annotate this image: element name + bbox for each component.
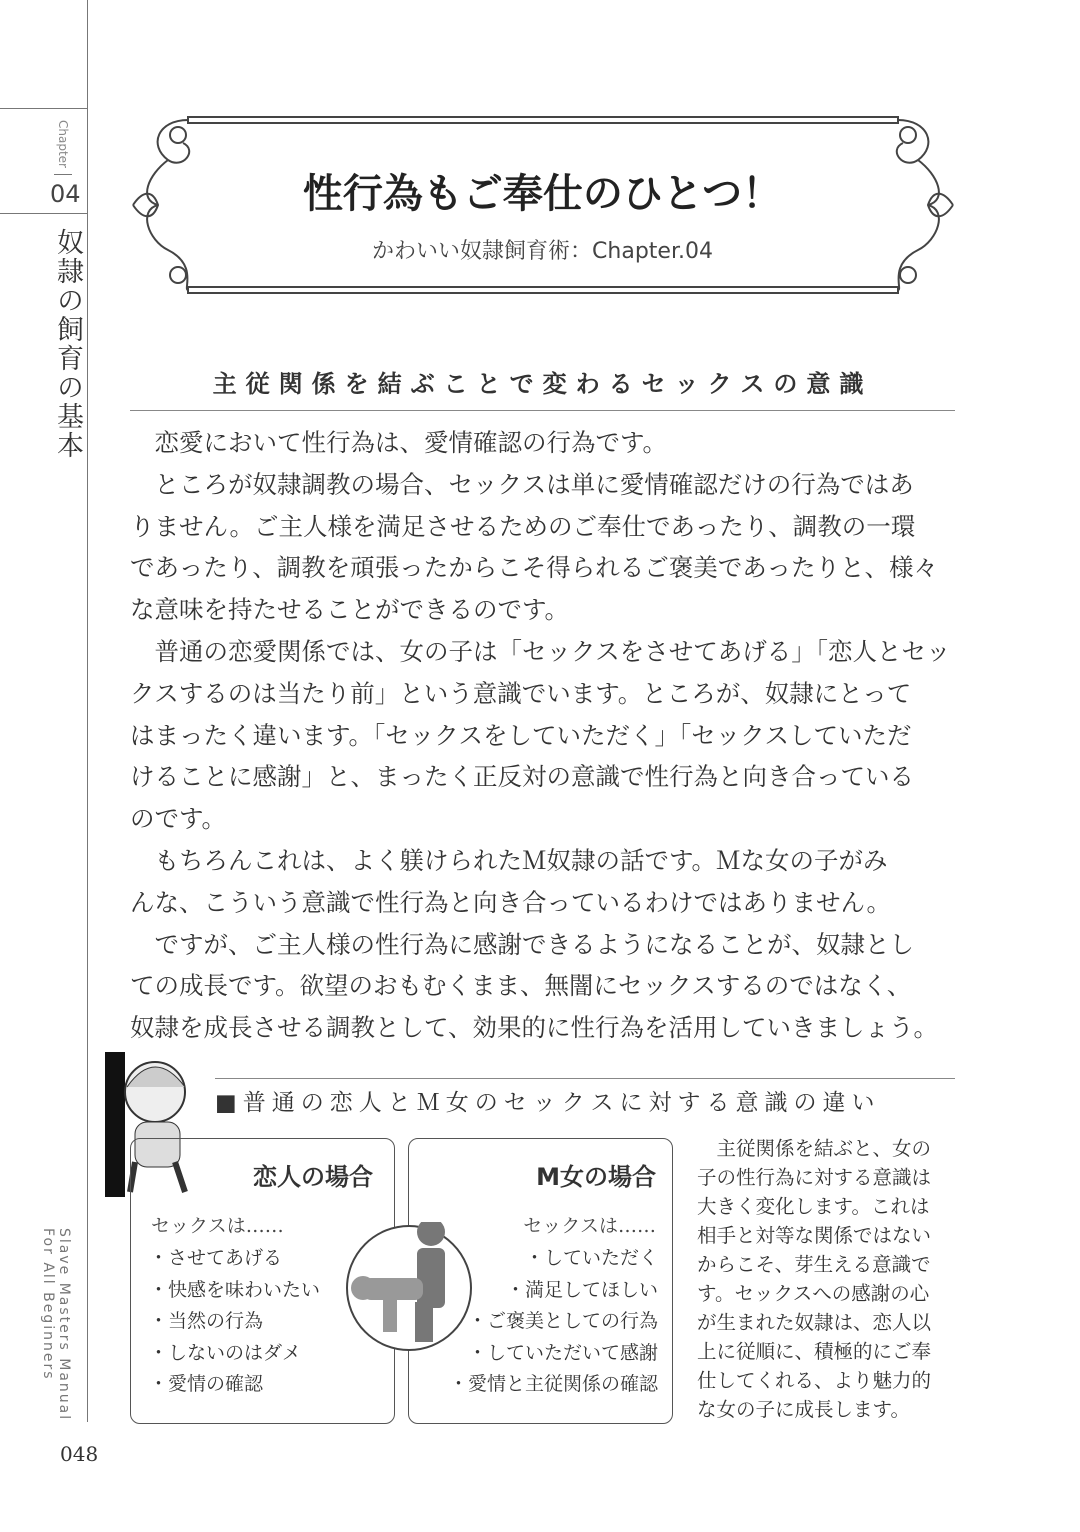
comparison-heading: ■普通の恋人とＭ女のセックスに対する意識の違い: [215, 1090, 881, 1116]
comparison-note: [697, 1134, 959, 1424]
body-line: もちろんこれは、よく躾けられたＭ奴隷の話です。Ｍな女の子がみ: [130, 845, 888, 875]
body-line: けることに感謝」と、まったく正反対の意識で性行為と向き合っている: [130, 762, 914, 792]
mwoman-box-lead: セックスは……: [523, 1215, 656, 1237]
list-item: ・愛情と主従関係の確認: [448, 1373, 658, 1395]
section-heading: 主従関係を結ぶことで変わるセックスの意識: [212, 370, 873, 398]
chapter-label: Chapter: [56, 120, 70, 168]
series-title: [40, 1228, 72, 1421]
divider: [215, 1078, 955, 1079]
lover-box-title: 恋人の場合: [253, 1163, 373, 1191]
note-line: が生まれた奴隷は、恋人以: [697, 1311, 932, 1334]
body-line: ですが、ご主人様の性行為に感謝できるようになることが、奴隷とし: [130, 929, 914, 959]
body-line: 恋愛において性行為は、愛情確認の行為です。: [130, 428, 668, 457]
note-line: 子の性行為に対する意識は: [697, 1166, 932, 1189]
lover-box-lead: セックスは……: [151, 1215, 284, 1237]
body-line: な意味を持たせることができるのです。: [130, 595, 570, 625]
figure-icon: [343, 1222, 475, 1354]
list-item: ・しないのはダメ: [149, 1341, 302, 1364]
chapter-title: 奴隷の飼育の基本: [52, 228, 83, 460]
body-line: のです。: [130, 804, 227, 834]
body-line: ところが奴隷調教の場合、セックスは単に愛情確認だけの行為ではあ: [130, 469, 914, 499]
mwoman-box-title: M女の場合: [536, 1163, 656, 1191]
note-line: 相手と対等な関係ではない: [697, 1224, 932, 1247]
list-item: ・していただいて感謝: [467, 1341, 658, 1364]
divider: [130, 410, 955, 411]
body-line: りません。ご主人様を満足させるためのご奉仕であったり、調教の一環: [130, 511, 916, 541]
note-line: 大きく変化します。これは: [697, 1195, 930, 1218]
list-item: ・していただく: [524, 1247, 658, 1269]
body-line: 普通の恋愛関係では、女の子は「セックスをさせてあげる」「恋人とセッ: [130, 636, 951, 666]
lover-list: [149, 1243, 320, 1401]
note-line: す。セックスへの感謝の心: [697, 1282, 930, 1305]
page-number: 048: [60, 1442, 99, 1466]
body-line: 奴隷を成長させる調教として、効果的に性行為を活用していきましょう。: [130, 1013, 939, 1043]
page-subtitle: かわいい奴隷飼育術：Chapter.04: [372, 239, 713, 264]
note-line: からこそ、芽生える意識で: [697, 1253, 931, 1276]
series-line-1: Slave Masters Manual: [56, 1228, 72, 1422]
list-item: ・満足してほしい: [505, 1278, 658, 1301]
list-item: ・ご褒美としての行為: [467, 1310, 658, 1332]
note-line: 上に従順に、積極的にご奉: [697, 1340, 932, 1363]
body-text: [130, 422, 960, 1049]
note-line: 主従関係を結ぶと、女の: [697, 1137, 932, 1160]
divider: [0, 213, 87, 214]
divider: [54, 174, 72, 175]
list-item: ・させてあげる: [149, 1247, 283, 1269]
note-line: 仕してくれる、より魅力的: [697, 1369, 932, 1392]
page-title: 性行為もご奉仕のひとつ！: [302, 171, 783, 217]
mwoman-list: [449, 1243, 658, 1401]
note-line: な女の子に成長します。: [697, 1398, 910, 1421]
margin-rule: [87, 0, 88, 1422]
chapter-number: 04: [50, 180, 81, 208]
body-line: はまったく違います。「セックスをしていただく」「セックスしていただ: [130, 720, 912, 750]
body-line: ての成長です。欲望のおもむくまま、無闇にセックスするのではなく、: [130, 971, 912, 1001]
list-item: ・当然の行為: [149, 1310, 264, 1332]
list-item: ・快感を味わいたい: [149, 1278, 321, 1301]
body-line: んな、こういう意識で性行為と向き合っているわけではありません。: [130, 887, 891, 917]
series-line-2: For All Beginners: [40, 1228, 56, 1381]
body-line: クスするのは当たり前」という意識でいます。ところが、奴隷にとって: [130, 678, 912, 708]
body-line: であったり、調教を頑張ったからこそ得られるご褒美であったりと、様々: [130, 553, 939, 583]
list-item: ・愛情の確認: [149, 1373, 264, 1395]
divider: [0, 108, 87, 109]
